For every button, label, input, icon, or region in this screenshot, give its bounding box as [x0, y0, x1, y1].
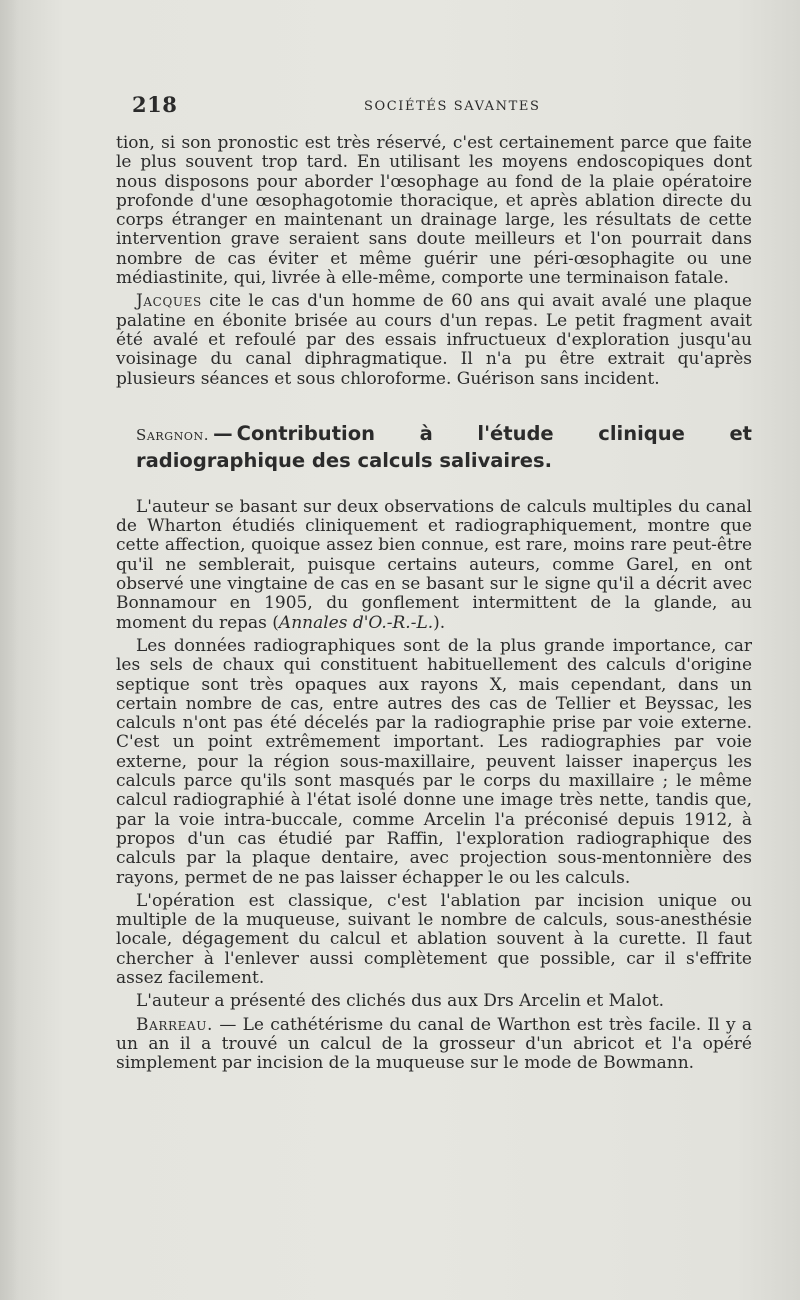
paragraph-text: — Le cathétérisme du canal de Warthon est très facile. Il y a un an il a trouvé un calcul de la grosseur d'un abricot et l'a opéré simplement par incision de la muqueuse sur le mode de Bowmann. — [116, 1014, 753, 1074]
journal-title: Annales d'O.-R.-L. — [278, 612, 434, 633]
paragraph-operation: L'opération est classique, c'est l'ablation par incision unique ou multiple de la muqueuse, suivant le nombre de calculs, sous-anesthésie locale, dégagement du calcul et ablation souvent à la curette. Il faut chercher à l'enlever aussi complètement que possible, car il s'effrite assez facilement. — [116, 890, 752, 988]
page-number: 218 — [132, 92, 178, 117]
paragraph-barreau — [116, 1016, 752, 1074]
page-edge-shadow — [0, 0, 18, 1300]
running-title: SOCIÉTÉS SAVANTES — [364, 99, 541, 114]
section-title-text: Contribution à l'étude clinique et radiographique des calculs salivaires. — [136, 421, 752, 472]
paragraph-observations — [116, 498, 752, 633]
paragraph-text: L'auteur se basant sur deux observations de calculs multiples du canal de Wharton étudiés cliniquement et radiographiquement, montre que cette affection, quoique assez bien connue, est rare, moins rare peut-être qu'il ne semblerait, puisque certains auteurs, comme Garel, en ont observé une vingtaine de cas en se basant sur le signe qu'il a décrit avec Bonnamour en 1905, du gonflement intermittent de la glande, au moment du repas ( — [116, 496, 752, 633]
paragraph-jacques — [116, 292, 752, 388]
paragraph-text: ). — [433, 612, 446, 633]
section-heading — [116, 421, 752, 474]
author-name: Jacques — [136, 291, 202, 312]
paragraph-continuation: tion, si son pronostic est très réservé, c'est certainement parce que faite le plus souvent trop tard. En utilisant les moyens endoscopiques dont nous disposons pour aborder l'œsophage au fond de la plaie opératoire profonde d'une œsophagotomie thoracique, et après ablation directe du corps étranger en maintenant un drainage large, les résultats de cette intervention grave seraient sans doute meilleurs et l'on pourrait dans nombre de cas éviter et même guérir une péri-œsophagite ou une médiastinite, qui, livrée à elle-même, comporte une terminaison fatale. — [116, 133, 752, 289]
page-body — [116, 134, 752, 1077]
paragraph-text: cite le cas d'un homme de 60 ans qui avait avalé une plaque palatine en ébonite brisée au cours d'un repas. Le petit fragment avait été avalé et refoulé par des essais infructueux d'exploration jusqu'au voisinage du canal diphragmatique. Il n'a pu être extrait qu'après plusieurs séances et sous chloroforme. Guérison sans incident. — [116, 291, 752, 389]
page-header — [132, 92, 752, 122]
paragraph-cliches: L'auteur a présenté des clichés dus aux Drs Arcelin et Malot. — [136, 991, 665, 1012]
section-author: Sargnon. — [136, 425, 210, 444]
author-name: Barreau. — [136, 1014, 213, 1035]
paragraph-radiography: Les données radiographiques sont de la plus grande importance, car les sels de chaux qui constituent habituellement des calculs d'origine septique sont très opaques aux rayons X, mais cependant, dans un certain nombre de cas, entre autres des cas de Tellier et Beyssac, les calculs n'ont pas été décelés par la radiographie prise par voie externe. C'est un point extrêmement important. Les radiographies par voie externe, pour la région sous-maxillaire, peuvent laisser inaperçus les calculs parce qu'ils sont masqués par le corps du maxillaire ; le même calcul radiographié à l'état isolé donne une image très nette, tandis que, par la voie intra-buccale, comme Arcelin l'a préconisé depuis 1912, à propos d'un cas étudié par Raffin, l'exploration radiographique des calculs par la plaque dentaire, avec projection sous-mentonnière des rayons, permet de ne pas laisser échapper le ou les calculs. — [116, 635, 752, 888]
section-dash: — — [213, 421, 233, 445]
